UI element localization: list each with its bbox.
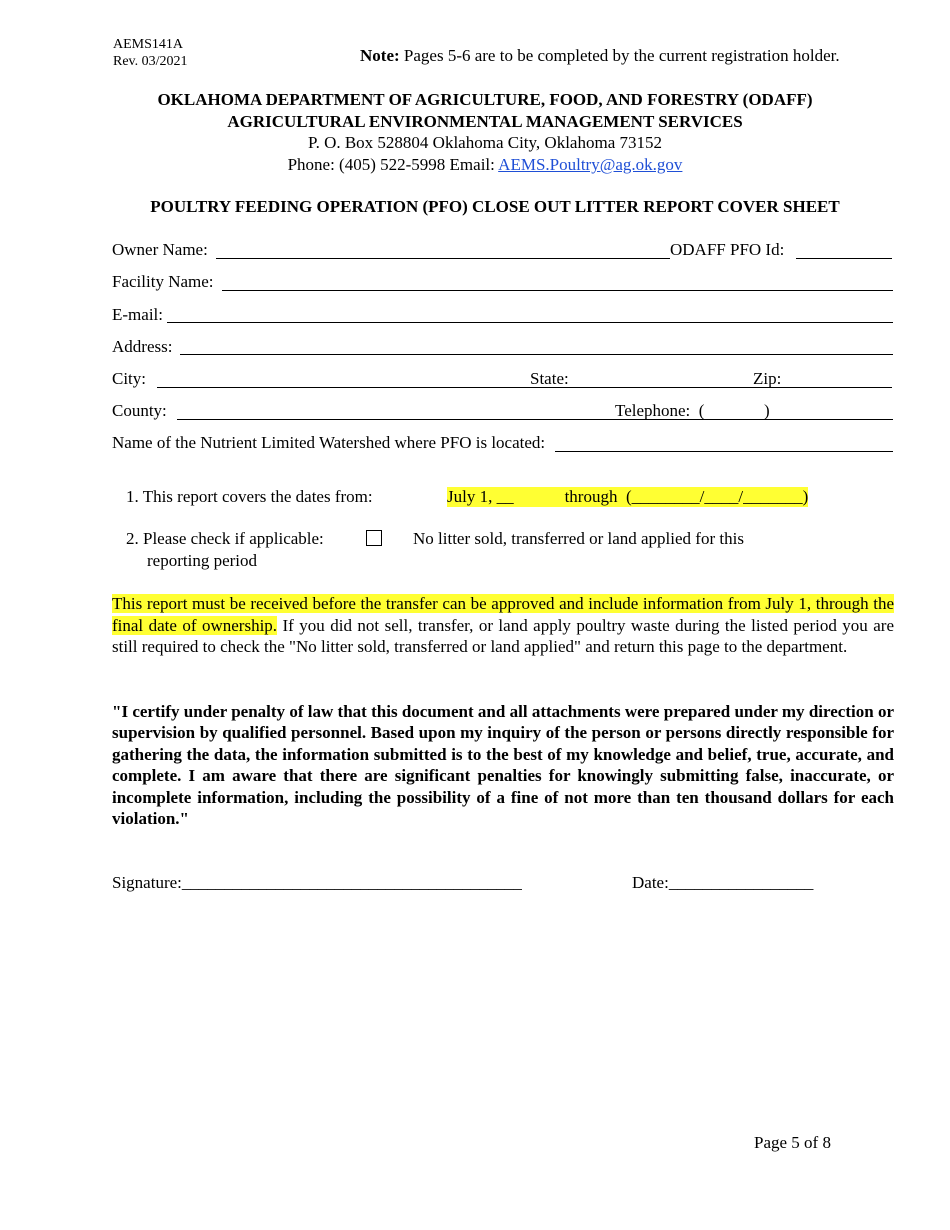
item2-option-text-cont: reporting period <box>147 551 257 570</box>
agency-email-link[interactable]: AEMS.Poultry@ag.ok.gov <box>498 155 683 174</box>
certification-statement: "I certify under penalty of law that this document and all attachments were prepared under my direction or supervision by qualified personnel. Based upon my inquiry of the person or persons directly responsible for gathering the data, the information submitted is to the best of my knowledge and belief, true, accurate, and complete. I am aware that there are significant penalties for knowingly submitting false, inaccurate, or incomplete information, including the possibility of a fine of not more than ten thousand dollars for each violation." <box>112 702 894 829</box>
address-label: Address: <box>112 337 173 356</box>
agency-name: OKLAHOMA DEPARTMENT OF AGRICULTURE, FOOD, AND FORESTRY (ODAFF) <box>157 90 813 109</box>
owner-name-field[interactable] <box>216 258 670 259</box>
pfo-id-label: ODAFF PFO Id: <box>670 240 785 259</box>
page-number: Page 5 of 8 <box>754 1133 831 1152</box>
date-field[interactable]: Date:_________________ <box>632 873 814 892</box>
watershed-field[interactable] <box>555 451 893 452</box>
form-title: POULTRY FEEDING OPERATION (PFO) CLOSE OUT LITTER REPORT COVER SHEET <box>150 197 840 216</box>
telephone-label: Telephone: ( ) <box>615 401 770 420</box>
county-label: County: <box>112 401 167 420</box>
agency-phone: Phone: (405) 522-5998 Email: <box>287 155 499 174</box>
facility-name-field[interactable] <box>222 290 893 291</box>
header-note <box>360 46 840 66</box>
address-field[interactable] <box>180 354 893 355</box>
state-label: State: <box>530 369 569 388</box>
notice-paragraph <box>112 593 894 658</box>
item2-option-text: No litter sold, transferred or land applied for this <box>413 529 744 548</box>
county-telephone-field[interactable] <box>177 419 893 420</box>
no-litter-checkbox[interactable] <box>366 530 382 546</box>
owner-name-label: Owner Name: <box>112 240 208 259</box>
notice-highlight: This report must be received before the transfer can be approved and include information from July 1, through the final date of ownership. <box>112 594 894 635</box>
note-label: Note: <box>360 46 400 65</box>
city-state-zip-field[interactable] <box>157 387 892 388</box>
form-revision: Rev. 03/2021 <box>113 54 188 69</box>
pfo-id-field[interactable] <box>796 258 892 259</box>
notice-rest: If you did not sell, transfer, or land apply poultry waste during the listed period you are still required to check the "No litter sold, transferred or land applied" and return this page to the department. <box>112 615 894 656</box>
email-label: E-mail: <box>112 305 163 324</box>
facility-name-label: Facility Name: <box>112 272 214 291</box>
item1-label: 1. This report covers the dates from: <box>126 487 373 506</box>
email-field[interactable] <box>167 322 893 323</box>
item2-label: 2. Please check if applicable: <box>126 529 324 548</box>
city-label: City: <box>112 369 147 388</box>
item1-date-range[interactable]: July 1, __ through (________/____/_______) <box>447 487 809 506</box>
agency-contact <box>95 155 875 175</box>
watershed-label: Name of the Nutrient Limited Watershed where PFO is located: <box>112 433 546 452</box>
signature-field[interactable]: Signature:________________________________________ <box>112 873 522 892</box>
zip-label: Zip: <box>753 369 782 388</box>
form-id: AEMS141A <box>113 37 184 52</box>
agency-address: P. O. Box 528804 Oklahoma City, Oklahoma 73152 <box>308 133 662 152</box>
note-text: Pages 5-6 are to be completed by the current registration holder. <box>399 46 840 65</box>
agency-division: AGRICULTURAL ENVIRONMENTAL MANAGEMENT SERVICES <box>227 112 743 131</box>
